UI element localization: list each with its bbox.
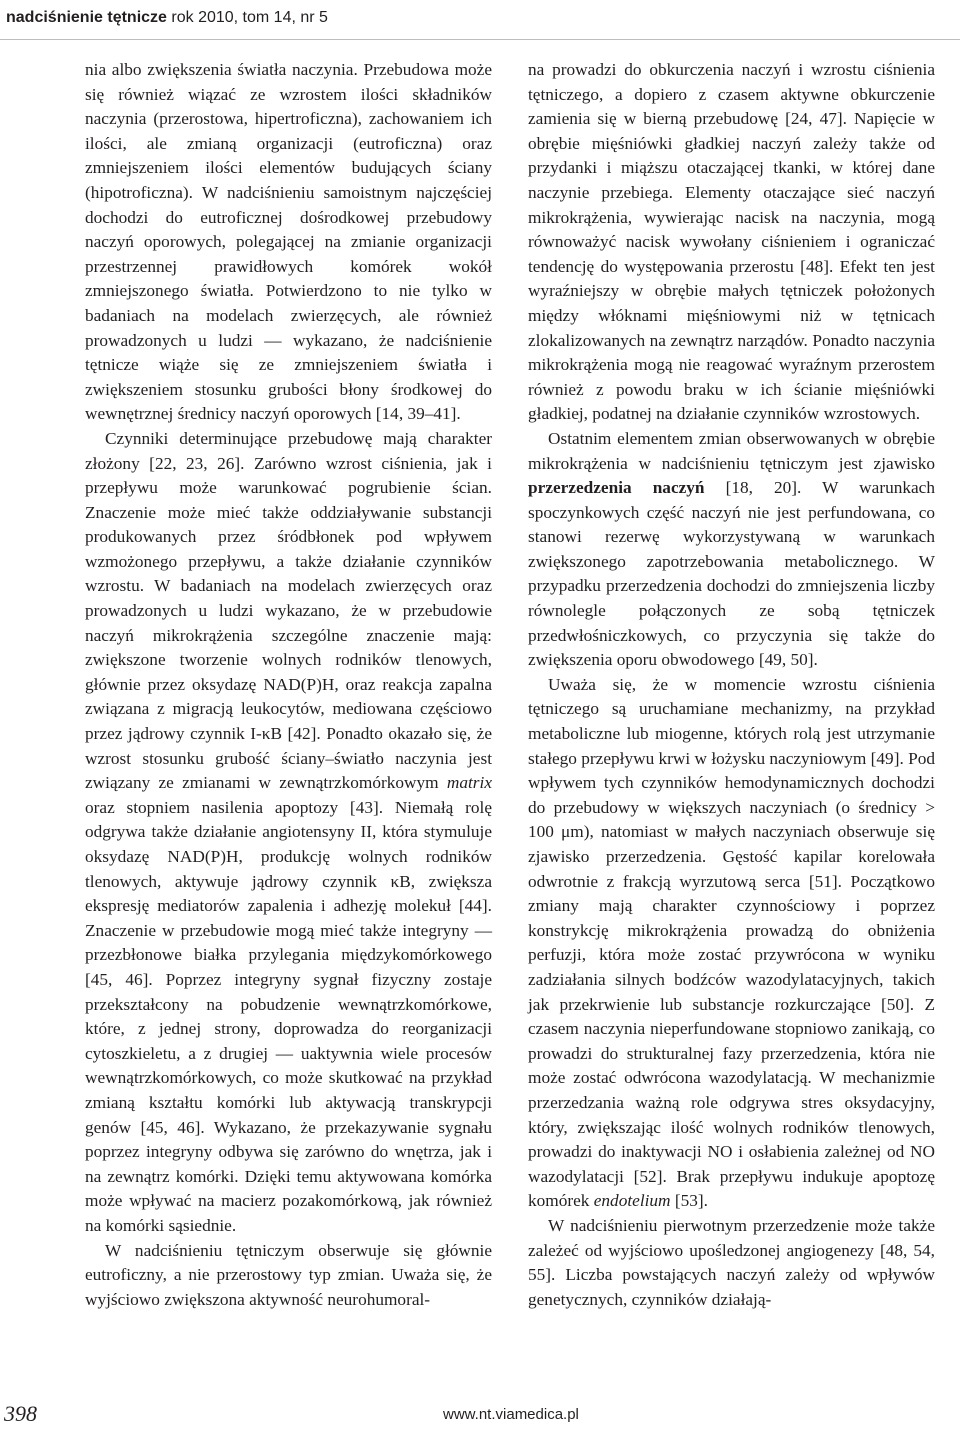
running-header xyxy=(0,0,960,40)
paragraph-text: W nadciśnieniu tętniczym obserwuje się głównie eutroficzny, a nie przerostowy typ zmian. Uważa się, że wyjściowo zwiększona aktywność neurohumoral- xyxy=(85,1240,492,1309)
page-number: 398 xyxy=(4,1401,37,1426)
paragraph-text: oraz stopniem nasilenia apoptozy [43]. Niemałą rolę odgrywa także działanie angiotensyny II, która stymuluje oksydazę NAD(P)H, produkcję wolnych rodników tlenowych, aktywuje jądrowy czynnik κB, zwiększa ekspresję mediatorów zapalenia i adhezję molekuł [44]. Znaczenie w przebudowie mogą mieć także integryny — przezbłonowe białka przylegania międzykomórkowego [45, 46]. Poprzez integryny sygnał fizyczny zostaje przekształcony na pobudzenie wewnątrzkomórkowe, które, z jednej strony, doprowadza do reorganizacji cytoszkieletu, a z drugiej — uaktywnia wiele procesów wewnątrzkomórkowych, co może skutkować na przykład zmianą kształtu komórki lub aktywacją transkrypcji genów [45, 46]. Wykazano, że przekazywanie sygnału poprzez integryny odbywa się zarówno do wnętrza, jak i na zewnątrz komórki. Dzięki temu aktywowana komórka może wpływać na macierz pozakomórkową, jak również na komórki sąsiednie. xyxy=(85,797,492,1235)
paragraph-text: Czynniki determinujące przebudowę mają charakter złożony [22, 23, 26]. Zarówno wzrost ciśnienia, jak i przepływu może warunkować pogrubienie ścian. Znaczenie może mieć także oddziaływanie substancji produkowanych przez śródbłonek pod wpływem wzmożonego przepływu, a także działanie czynników wzrostu. W badaniach na modelach zwierzęcych oraz prowadzonych u ludzi wykazano, że w przebudowie naczyń mikrokrążenia szczególne znaczenie mają: zwiększone tworzenie wolnych rodników tlenowych, głównie przez oksydazę NAD(P)H, oraz reakcja zapalna związana z migracją leukocytów, mediowana częściowo przez jądrowy czynnik I-κB [42]. Ponadto okazało się, że wzrost stosunku grubość ściany–światło naczynia jest związany ze zmianami w zewnątrzkomórkowym xyxy=(85,428,492,793)
italic-term: matrix xyxy=(446,773,492,793)
body-paragraph xyxy=(85,58,492,427)
paragraph-text: Ostatnim elementem zmian obserwowanych w obrębie mikrokrążenia w nadciśnieniu tętniczym jest zjawisko xyxy=(528,428,935,473)
journal-title: nadciśnienie tętnicze xyxy=(6,9,167,26)
italic-term: endotelium xyxy=(593,1191,671,1211)
paragraph-text: Uważa się, że w momencie wzrostu ciśnienia tętniczego są uruchamiane mechanizmy, na przykład metaboliczne lub miogenne, których rolą jest utrzymanie stałego przepływu krwi w łożysku naczyniowym [49]. Pod wpływem tych czynników hemodynamicznych dochodzi do przebudowy w większych naczyniach (o średnicy > 100 μm), natomiast w małych naczyniach obserwuje się zjawisko przerzedzenia. Gęstość kapilar korelowała odwrotnie z frakcją wyrzutową serca [51]. Początkowo zmiany mają charakter czynnościowy i poprzez konstrykcję mikrokrążenia prowadzą do obniżenia perfuzji, która może zostać przywrócona w wyniku zadziałania silnych bodźców wazodylatacyjnych, takich jak przekrwienie lub substancje rozkurczające [50]. Z czasem naczynia nieperfundowane stopniowo zanikają, co prowadzi do strukturalnej fazy przerzedzenia, która nie może zostać odwrócona wazodylatacją. W mechanizmie przerzedzania ważną role odgrywa stres oksydacyjny, który, zwiększając ilość wolnych rodników tlenowych, prowadzi do inaktywacji NO i osłabienia zależnej od NO wazodylatacji [52]. Brak przepływu indukuje apoptozę komórek xyxy=(528,674,935,1211)
body-paragraph xyxy=(85,427,492,1239)
right-column xyxy=(528,58,935,1312)
body-paragraph xyxy=(528,673,935,1214)
issue-info: rok 2010, tom 14, nr 5 xyxy=(171,9,328,26)
paragraph-text: [18, 20]. W warunkach spoczynkowych część naczyń nie jest perfundowana, co stanowi rezerwę wykorzystywaną w warunkach zwiększonego zapotrzebowania metabolicznego. W przypadku przerzedzenia dochodzi do zmniejszenia liczby równolegle połączonych ze sobą tętniczek przedwłośniczkowych, co przyczynia się także do zwiększenia oporu obwodowego [49, 50]. xyxy=(528,478,935,670)
footer-url: www.nt.viamedica.pl xyxy=(443,1406,579,1423)
paragraph-text: nia albo zwiększenia światła naczynia. Przebudowa może się również wiązać ze wzrostem ilości składników naczynia (przerostowa, hipertroficzna), zachowaniem ich ilości, ale zmianą organizacji (eutroficzna) oraz zmniejszeniem ilości elementów budujących ściany (hipotroficzna). W nadciśnieniu samoistnym najczęściej dochodzi do eutroficznej dośrodkowej przebudowy naczyń oporowych, polegającej na zmianie organizacji przestrzennej prawidłowych komórek wokół zmniejszonego światła. Potwierdzono to nie tylko w badaniach na modelach zwierzęcych, ale również prowadzonych u ludzi — wykazano, że nadciśnienie tętnicze wiąże się ze zmniejszeniem światła i zwiększeniem stosunku grubości błony środkowej do wewnętrznej średnicy naczyń oporowych [14, 39–41]. xyxy=(85,60,492,424)
body-paragraph xyxy=(528,58,935,427)
paragraph-text: [53]. xyxy=(670,1191,708,1211)
paragraph-text: na prowadzi do obkurczenia naczyń i wzrostu ciśnienia tętniczego, a dopiero z czasem aktywne obkurczenie zamienia się w bierną przebudowę [24, 47]. Napięcie w obrębie mięśniówki gładkiej naczyń zależy także od przydanki i miąższu otaczającej tkanki, w której dane naczynie przebiega. Elementy otaczające sieć naczyń mikrokrążenia, wywierając nacisk na naczynia, mogą równoważyć nacisk wywołany ciśnieniem i ograniczać tendencję do występowania przerostu [48]. Efekt ten jest wyraźniejszy w obrębie małych tętniczek położonych między włóknami mięśniowymi niż w tętnicach zlokalizowanych na zewnątrz narządów. Ponadto naczynia mikrokrążenia mogą nie reagować wyraźnym przerostem również z powodu braku w ich ścianie mięśniówki gładkiej, podatnej na działanie czynników wzrostowych. xyxy=(528,60,935,424)
body-paragraph xyxy=(528,427,935,673)
bold-term: przerzedzenia naczyń xyxy=(528,478,705,498)
left-column xyxy=(85,58,492,1312)
body-paragraph xyxy=(85,1239,492,1313)
paragraph-text: W nadciśnieniu pierwotnym przerzedzenie może także zależeć od wyjściowo upośledzonej angiogenezy [48, 54, 55]. Liczba powstających naczyń zależy od wpływów genetycznych, czynników działają- xyxy=(528,1215,935,1309)
body-paragraph xyxy=(528,1214,935,1312)
